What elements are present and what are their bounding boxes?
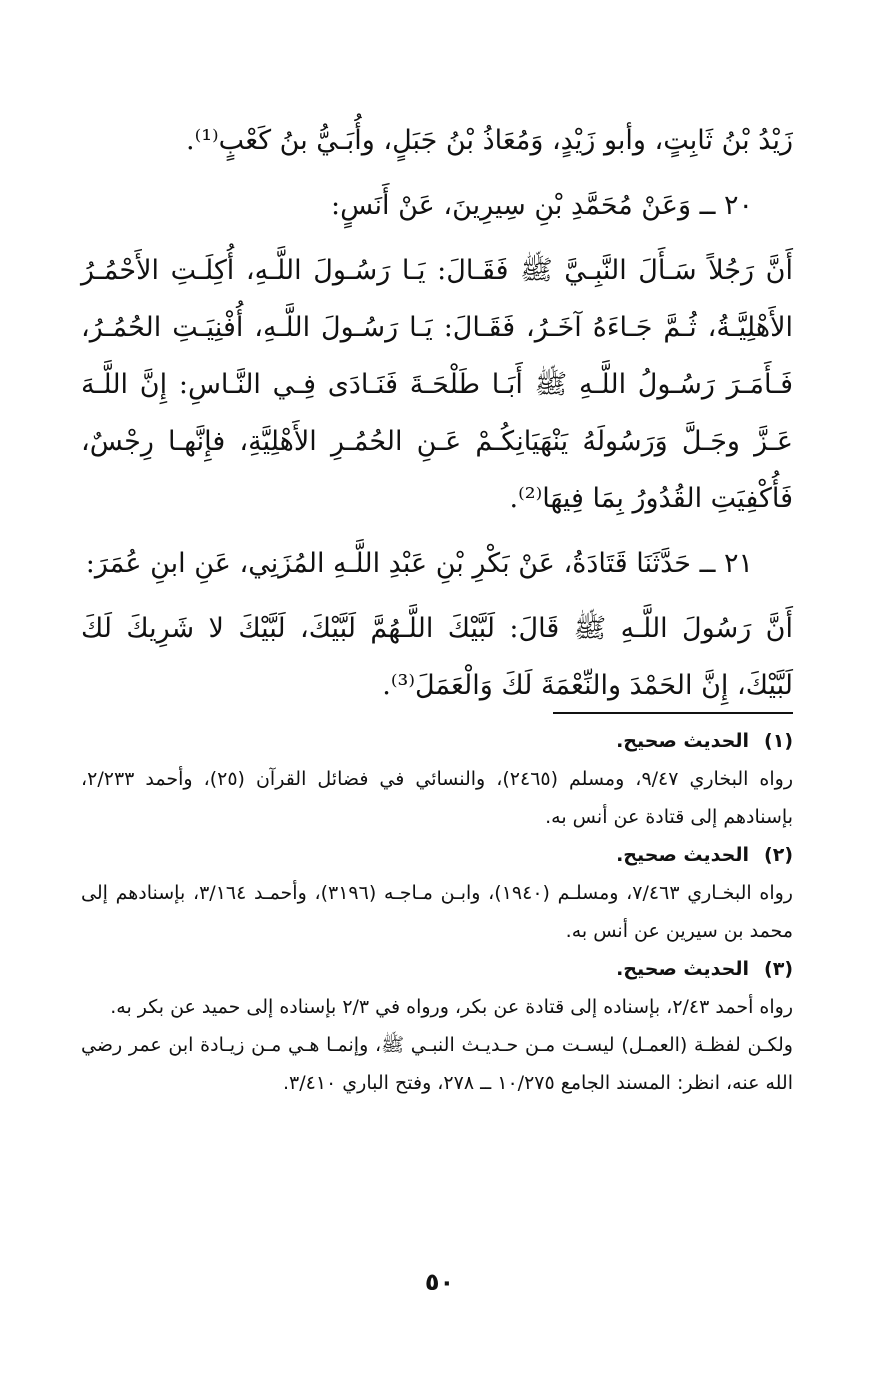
paragraph-continuation: زَيْدُ بْنُ ثَابِتٍ، وأبو زَيْدٍ، وَمُعَاذُ بْنُ جَبَلٍ، وأُبَـيُّ بنُ كَعْبٍ⁽¹⁾.: [186, 125, 793, 156]
footnote-3-text-1: رواه أحمد ٢/٤٣، بإسناده إلى قتادة عن بكر، ورواه في ٢/٣ بإسناده إلى حميد عن بكر به.: [110, 996, 793, 1018]
footnote-1-number: (١): [764, 730, 793, 752]
footnote-3-number: (٣): [764, 958, 793, 980]
footnote-3-text-2: ولكـن لفظـة (العمـل) ليسـت مـن حـديـث النبـي ﷺ، وإنمـا هـي مـن زيـادة ابن عمر رضي الله عنه، انظر: المسند الجامع ١٠/٢٧٥ ــ ٢٧٨، وفتح الباري ٣/٤١٠.: [81, 1034, 793, 1094]
hadith-20-text: أَنَّ رَجُلاً سَـأَلَ النَّبِـيَّ ﷺ فَقَـالَ: يَـا رَسُـولَ اللَّـهِ، أُكِلَـتِ الأَحْمُـرُ الأَهْلِيَّـةُ، ثُـمَّ جَـاءَهُ آخَـرُ، فَقَـالَ: يَـا رَسُـولَ اللَّـهِ، أُفْنِيَـتِ الحُمُـرُ، فَـأَمَـرَ رَسُـولُ اللَّـهِ ﷺ أَبَـا طَلْحَـةَ فَنَـادَى فِـي النَّـاسِ: إِنَّ اللَّـهَ عَـزَّ وجَـلَّ وَرَسُولَهُ يَنْهَيَانِكُـمْ عَـنِ الحُمُـرِ الأَهْلِيَّةِ، فإِنَّهـا رِجْسٌ، فَأُكْفِيَتِ القُدُورُ بِمَا فِيهَا⁽²⁾.: [81, 255, 793, 514]
main-text: [81, 112, 793, 722]
footnote-1-head: [81, 722, 793, 760]
footnote-2-head: [81, 836, 793, 874]
footnote-1-title: الحديث صحيح.: [616, 730, 749, 752]
page-number: ٥٠: [424, 1268, 455, 1296]
hadith-20-heading: ٢٠ ــ وَعَنْ مُحَمَّدِ بْنِ سِيرِينَ، عَنْ أَنَسٍ:: [330, 190, 753, 221]
hadith-21-heading: ٢١ ــ حَدَّثَنَا قَتَادَةُ، عَنْ بَكْرِ بْنِ عَبْدِ اللَّـهِ المُزَنِي، عَنِ ابنِ عُمَرَ:: [85, 548, 753, 579]
footnote-1-text: رواه البخاري ٩/٤٧، ومسلم (٢٤٦٥)، والنسائي في فضائل القرآن (٢٥)، وأحمد ٢/٢٣٣، بإسنادهم إلى قتادة عن أنس به.: [81, 768, 793, 828]
footnote-2-text: رواه البخـاري ٧/٤٦٣، ومسلـم (١٩٤٠)، وابـن مـاجـه (٣١٩٦)، وأحمـد ٣/١٦٤، بإسنادهم إلى محمد بن سيرين عن أنس به.: [81, 882, 793, 942]
footnote-2-number: (٢): [764, 844, 793, 866]
footnote-3-head: [81, 950, 793, 988]
hadith-21-text: أَنَّ رَسُولَ اللَّـهِ ﷺ قَالَ: لَبَّيْكَ اللَّـهُمَّ لَبَّيْكَ، لَبَّيْكَ لا شَرِيكَ لَكَ لَبَّيْكَ، إِنَّ الحَمْدَ والنِّعْمَةَ لَكَ وَالْعَمَلَ⁽³⁾.: [81, 613, 793, 701]
footnote-3-title: الحديث صحيح.: [616, 958, 749, 980]
footnote-1: [81, 722, 793, 836]
footnote-3: [81, 950, 793, 1102]
footnote-2: [81, 836, 793, 950]
footnote-2-title: الحديث صحيح.: [616, 844, 749, 866]
footnote-separator: [553, 712, 793, 714]
footnotes: [81, 722, 793, 1102]
